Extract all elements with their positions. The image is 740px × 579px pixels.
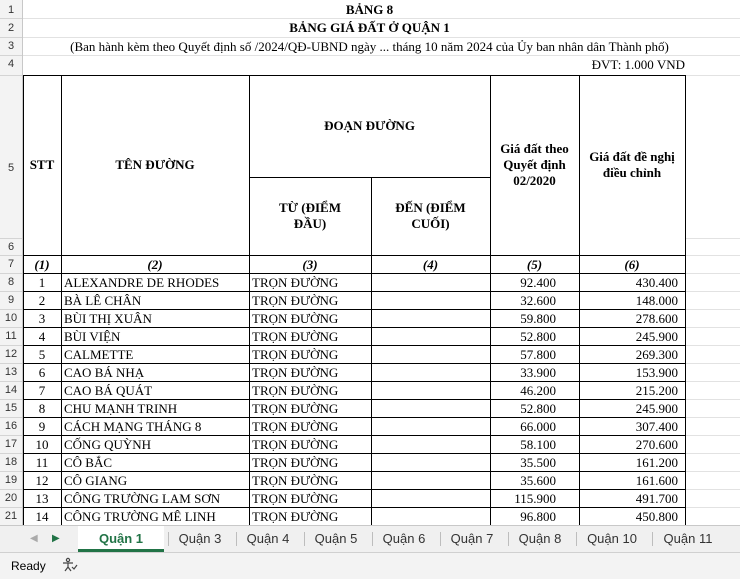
header-to[interactable]: ĐẾN (ĐIỂM CUỐI)	[395, 200, 466, 231]
price-proposed-cell[interactable]: 215.200	[635, 383, 678, 398]
price-proposed-cell[interactable]: 450.800	[635, 509, 678, 524]
column-number[interactable]: (6)	[624, 257, 640, 272]
street-name-cell[interactable]: CAO BÁ QUÁT	[64, 383, 153, 398]
price-current-cell[interactable]: 52.800	[520, 329, 556, 344]
stt-cell[interactable]: 8	[38, 401, 46, 416]
row-number[interactable]: 12	[4, 348, 18, 360]
status-ready: Ready	[11, 559, 46, 573]
street-name-cell[interactable]: CÔNG TRƯỜNG MÊ LINH	[64, 509, 216, 524]
to-cell[interactable]	[371, 418, 490, 435]
row-number[interactable]: 14	[4, 384, 18, 396]
from-cell[interactable]: TRỌN ĐƯỜNG	[252, 347, 339, 362]
street-name-cell[interactable]: CALMETTE	[64, 347, 134, 362]
price-proposed-cell[interactable]: 270.600	[635, 437, 678, 452]
street-name-cell[interactable]: ALEXANDRE DE RHODES	[64, 275, 220, 290]
row-number[interactable]: 13	[4, 366, 18, 378]
from-cell[interactable]: TRỌN ĐƯỜNG	[252, 473, 339, 488]
price-current-cell[interactable]: 46.200	[520, 383, 556, 398]
sheet-title: BẢNG 8	[345, 2, 394, 17]
to-cell[interactable]	[371, 490, 490, 507]
price-current-cell[interactable]: 58.100	[520, 437, 556, 452]
from-cell[interactable]: TRỌN ĐƯỜNG	[252, 275, 339, 290]
to-cell[interactable]	[371, 400, 490, 417]
row-number[interactable]: 9	[7, 294, 15, 306]
price-proposed-cell[interactable]: 307.400	[635, 419, 678, 434]
sheet-tab[interactable]: Quận 1	[78, 526, 164, 552]
price-proposed-cell[interactable]: 491.700	[635, 491, 678, 506]
street-name-cell[interactable]: CÔ BẮC	[64, 455, 113, 470]
column-number[interactable]: (4)	[422, 257, 439, 272]
header-from[interactable]: TỪ (ĐIỂM ĐẦU)	[279, 200, 341, 231]
row-number[interactable]: 1	[7, 4, 15, 16]
stt-cell[interactable]: 5	[38, 347, 46, 362]
stt-cell[interactable]: 2	[38, 293, 46, 308]
column-number[interactable]: (1)	[34, 257, 50, 272]
street-name-cell[interactable]: CÔ GIANG	[64, 473, 128, 488]
row-number[interactable]: 4	[7, 58, 15, 70]
from-cell[interactable]: TRỌN ĐƯỜNG	[252, 293, 339, 308]
street-name-cell[interactable]: BÀ LÊ CHÂN	[64, 293, 142, 308]
price-current-cell[interactable]: 59.800	[520, 311, 556, 326]
from-cell[interactable]: TRỌN ĐƯỜNG	[252, 509, 339, 524]
row-number[interactable]: 3	[7, 40, 15, 52]
to-cell[interactable]	[371, 382, 490, 399]
sheet-tab[interactable]: Quận 8	[518, 531, 562, 546]
header-segment[interactable]: ĐOẠN ĐƯỜNG	[324, 118, 415, 133]
row-number[interactable]: 2	[7, 22, 15, 34]
row-number[interactable]: 17	[4, 438, 18, 450]
stt-cell[interactable]: 3	[38, 311, 46, 326]
price-proposed-cell[interactable]: 430.400	[635, 275, 678, 290]
street-name-cell[interactable]: BÙI VIỆN	[64, 329, 121, 344]
stt-cell[interactable]: 11	[35, 455, 49, 470]
to-cell[interactable]	[371, 292, 490, 309]
price-current-cell[interactable]: 32.600	[520, 293, 556, 308]
from-cell[interactable]: TRỌN ĐƯỜNG	[252, 383, 339, 398]
column-number[interactable]: (3)	[302, 257, 318, 272]
to-cell[interactable]	[371, 346, 490, 363]
price-current-cell[interactable]: 52.800	[520, 401, 556, 416]
price-current-cell[interactable]: 92.400	[520, 275, 556, 290]
from-cell[interactable]: TRỌN ĐƯỜNG	[252, 491, 339, 506]
row-number[interactable]: 18	[4, 456, 18, 468]
price-proposed-cell[interactable]: 245.900	[635, 401, 678, 416]
row-header-gutter[interactable]	[0, 0, 23, 525]
stt-cell[interactable]: 1	[38, 275, 46, 290]
unit-label: ĐVT: 1.000 VND	[591, 57, 685, 72]
price-proposed-cell[interactable]: 161.200	[635, 455, 678, 470]
header-price-current[interactable]: Giá đất theo Quyết định 02/2020	[500, 141, 569, 188]
price-proposed-cell[interactable]: 245.900	[635, 329, 678, 344]
price-proposed-cell[interactable]: 278.600	[635, 311, 678, 326]
street-name-cell[interactable]: BÙI THỊ XUÂN	[64, 311, 152, 326]
decision-note: (Ban hành kèm theo Quyết định số /2024/QĐ-UBND ngày ... tháng 10 năm 2024 của Ủy ban nhân dân Thành phố)	[70, 39, 669, 54]
price-proposed-cell[interactable]: 153.900	[635, 365, 678, 380]
sheet-tab[interactable]: Quận 7	[450, 531, 494, 546]
sheet-tab[interactable]: Quận 4	[246, 531, 290, 546]
column-number[interactable]: (2)	[147, 257, 163, 272]
from-cell[interactable]: TRỌN ĐƯỜNG	[252, 455, 339, 470]
street-name-cell[interactable]: CÁCH MẠNG THÁNG 8	[64, 419, 202, 434]
price-current-cell[interactable]: 33.900	[520, 365, 556, 380]
sheet-tab[interactable]: Quận 5	[314, 531, 358, 546]
street-name-cell[interactable]: CỐNG QUỲNH	[64, 437, 152, 452]
row-number[interactable]: 10	[4, 312, 18, 324]
sheet-tab[interactable]: Quận 3	[178, 531, 222, 546]
row-number[interactable]: 19	[4, 474, 18, 486]
stt-cell[interactable]: 14	[35, 509, 49, 524]
stt-cell[interactable]: 6	[38, 365, 46, 380]
stt-cell[interactable]: 9	[38, 419, 46, 434]
header-price-proposed[interactable]: Giá đất đề nghị điều chỉnh	[589, 149, 675, 180]
sheet-tab-bar	[0, 525, 740, 553]
street-name-cell[interactable]: CHU MẠNH TRINH	[64, 401, 178, 416]
price-proposed-cell[interactable]: 161.600	[635, 473, 678, 488]
to-cell[interactable]	[371, 328, 490, 345]
sheet-tab[interactable]: Quận 6	[382, 531, 426, 546]
from-cell[interactable]: TRỌN ĐƯỜNG	[252, 419, 339, 434]
from-cell[interactable]: TRỌN ĐƯỜNG	[252, 401, 339, 416]
from-cell[interactable]: TRỌN ĐƯỜNG	[252, 329, 339, 344]
from-cell[interactable]: TRỌN ĐƯỜNG	[252, 437, 339, 452]
price-proposed-cell[interactable]: 269.300	[635, 347, 678, 362]
row-number[interactable]: 6	[7, 241, 15, 253]
price-current-cell[interactable]: 57.800	[520, 347, 556, 362]
row-number[interactable]: 7	[7, 258, 15, 270]
row-number[interactable]: 15	[4, 402, 18, 414]
to-cell[interactable]	[371, 454, 490, 471]
stt-cell[interactable]: 4	[38, 329, 46, 344]
status-bar	[0, 552, 740, 579]
worksheet-grid[interactable]	[23, 0, 740, 525]
to-cell[interactable]	[371, 436, 490, 453]
sheet-subtitle: BẢNG GIÁ ĐẤT Ở QUẬN 1	[289, 20, 450, 35]
stt-cell[interactable]: 7	[38, 383, 46, 398]
row-number[interactable]: 8	[7, 276, 15, 288]
header-stt[interactable]: STT	[29, 157, 55, 172]
from-cell[interactable]: TRỌN ĐƯỜNG	[252, 311, 339, 326]
row-number[interactable]: 11	[5, 330, 17, 342]
stt-cell[interactable]: 12	[35, 473, 49, 488]
sheet-tab[interactable]: Quận 11	[663, 531, 713, 546]
stt-cell[interactable]: 13	[35, 491, 49, 506]
sheet-tab[interactable]: Quận 10	[587, 531, 637, 546]
to-cell[interactable]	[371, 274, 490, 291]
row-number[interactable]: 16	[4, 420, 18, 432]
header-street-name[interactable]: TÊN ĐƯỜNG	[115, 157, 195, 172]
row-number[interactable]: 5	[7, 162, 15, 174]
accessibility-icon[interactable]	[60, 557, 78, 573]
row-number[interactable]: 20	[4, 492, 18, 504]
price-current-cell[interactable]: 96.800	[520, 509, 556, 524]
triangle-right-icon[interactable]: ▶	[52, 533, 60, 544]
stt-cell[interactable]: 10	[35, 437, 49, 452]
to-cell[interactable]	[371, 472, 490, 489]
price-current-cell[interactable]: 35.600	[520, 473, 556, 488]
price-current-cell[interactable]: 35.500	[520, 455, 556, 470]
street-name-cell[interactable]: CAO BÁ NHẠ	[64, 365, 145, 380]
triangle-left-icon[interactable]: ◀	[30, 533, 38, 544]
to-cell[interactable]	[371, 364, 490, 381]
price-current-cell[interactable]: 115.900	[514, 491, 556, 506]
column-number[interactable]: (5)	[526, 257, 543, 272]
price-current-cell[interactable]: 66.000	[520, 419, 556, 434]
from-cell[interactable]: TRỌN ĐƯỜNG	[252, 365, 339, 380]
to-cell[interactable]	[371, 310, 490, 327]
price-proposed-cell[interactable]: 148.000	[635, 293, 678, 308]
row-number[interactable]: 21	[4, 510, 18, 522]
street-name-cell[interactable]: CÔNG TRƯỜNG LAM SƠN	[64, 491, 221, 506]
to-cell[interactable]	[371, 508, 490, 525]
